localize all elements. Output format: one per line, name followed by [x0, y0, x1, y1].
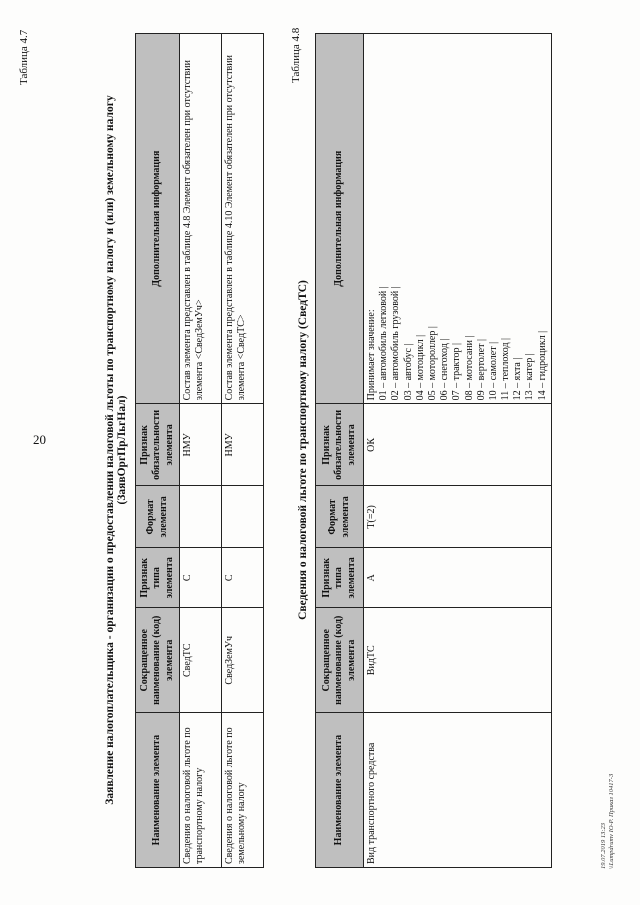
value-item: 01 – автомобиль легковой |: [378, 286, 390, 401]
element-type-cell: С: [180, 548, 222, 608]
column-header: Наименование элемента: [136, 713, 180, 868]
column-header: Сокращенное наименование (код) элемента: [136, 608, 180, 713]
table-row: [222, 34, 264, 868]
element-info-cell: Состав элемента представлен в таблице 4.10 Элемент обязателен при отсутствии элемента <СведТС>: [222, 34, 264, 404]
table-4-8-label: Таблица 4.8: [290, 27, 302, 83]
value-item: 05 – мотороллер |: [426, 326, 438, 401]
element-required-cell: ОК: [364, 404, 552, 486]
element-format-cell: T(=2): [364, 486, 552, 548]
table-4-7-title-line2: (ЗаявОргПрЛьгНал): [116, 395, 128, 505]
page-number: 20: [33, 432, 46, 447]
table-4-8-header-row: [316, 34, 364, 868]
column-header: Дополнительная информация: [316, 34, 364, 404]
value-item: 08 – мотосани |: [463, 335, 475, 401]
value-item: 03 – автобус |: [402, 343, 414, 401]
value-item: 02 – автомобиль грузовой |: [390, 286, 402, 401]
element-required-cell: НМУ: [222, 404, 264, 486]
element-type-cell: А: [364, 548, 552, 608]
column-header: Признак типа элемента: [136, 548, 180, 608]
table-4-7-title-line1: Заявление налогоплательщика - организации о предоставлении налоговой льготы по транспортному налогу и (или) земельному налогу: [104, 95, 116, 805]
table-row: [364, 34, 552, 868]
element-info-cell: [364, 34, 552, 404]
element-code-cell: ВидТС: [364, 608, 552, 713]
print-stamp: [600, 774, 617, 869]
column-header: Формат элемента: [136, 486, 180, 548]
table-row: [180, 34, 222, 868]
element-name-cell: Сведения о налоговой льготе по транспортному налогу: [180, 713, 222, 868]
element-name-cell: Сведения о налоговой льготе по земельному налогу: [222, 713, 264, 868]
value-item: 11 – теплоход |: [500, 337, 512, 401]
column-header: Признак обязательности элемента: [136, 404, 180, 486]
column-header: Признак обязательности элемента: [316, 404, 364, 486]
stamp-path: \\Lumpdrumv IO-P. Приказ 10417-3: [608, 773, 616, 869]
stamp-date: 19.07.2019 13:23: [600, 822, 607, 869]
element-format-cell: [180, 486, 222, 548]
element-name-cell: Вид транспортного средства: [364, 713, 552, 868]
column-header: Сокращенное наименование (код) элемента: [316, 608, 364, 713]
element-type-cell: С: [222, 548, 264, 608]
info-intro: Принимает значение:: [366, 309, 377, 401]
column-header: Наименование элемента: [316, 713, 364, 868]
value-item: 04 – мотоцикл |: [414, 334, 426, 401]
value-item: 10 – самолет |: [487, 341, 499, 401]
value-item: 07 – трактор |: [451, 343, 463, 401]
table-4-7-header-row: [136, 34, 180, 868]
value-item: 13 – катер |: [524, 353, 536, 401]
table-4-7-label: Таблица 4.7: [18, 29, 30, 85]
column-header: Формат элемента: [316, 486, 364, 548]
table-4-7: [135, 33, 264, 868]
column-header: Дополнительная информация: [136, 34, 180, 404]
value-item: 14 – гидроцикл |: [536, 330, 548, 401]
element-code-cell: СведТС: [180, 608, 222, 713]
value-item: 12 – яхта |: [512, 357, 524, 401]
element-required-cell: НМУ: [180, 404, 222, 486]
element-code-cell: СведЗемУч: [222, 608, 264, 713]
column-header: Признак типа элемента: [316, 548, 364, 608]
table-4-7-title: [104, 35, 128, 865]
element-info-cell: Состав элемента представлен в таблице 4.8 Элемент обязателен при отсутствии элемента <СведЗемУч>: [180, 34, 222, 404]
table-4-8: [315, 33, 552, 868]
table-4-8-title: Сведения о налоговой льготе по транспортному налогу (СведТС): [297, 280, 309, 620]
element-format-cell: [222, 486, 264, 548]
value-item: 06 – снегоход |: [439, 338, 451, 401]
value-item: 09 – вертолет |: [475, 339, 487, 401]
